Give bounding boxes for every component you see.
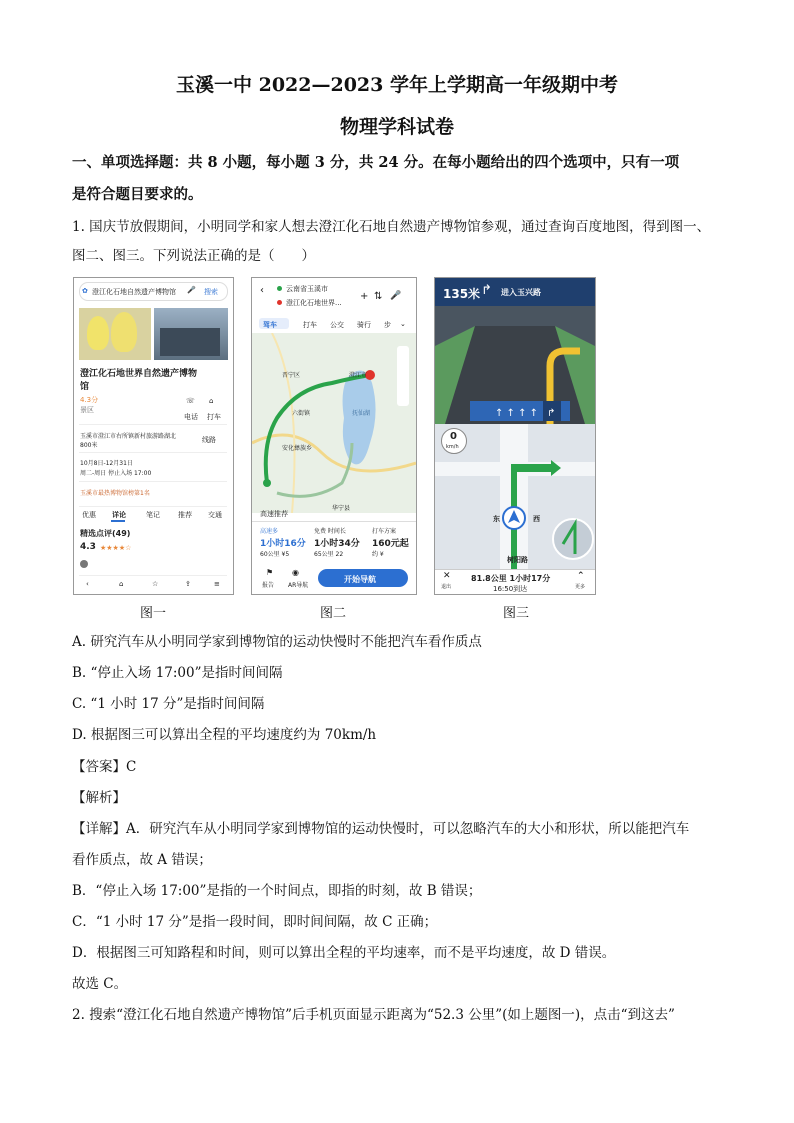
route-3-price: 160元起 <box>372 539 409 549</box>
next-road: 进入玉兴路 <box>501 288 541 297</box>
share-icon: ⇪ <box>185 580 191 588</box>
figure-1-screenshot <box>73 277 234 595</box>
mode-walk-tab: 步 <box>384 321 391 329</box>
detail-c: C．“1 小时 17 分”是指一段时间，即时间间隔，故 C 正确； <box>72 914 438 930</box>
report-icon: ⚑ <box>266 568 274 577</box>
exam-title: 玉溪一中 2022—2023 学年上学期高一年级期中考 <box>176 74 618 96</box>
route-1-dist: 60公里 ¥5 <box>260 551 290 558</box>
menu-icon: ≡ <box>214 580 220 588</box>
chevron-down-icon: ⌄ <box>400 320 406 328</box>
junction-view <box>435 306 595 424</box>
detail-b: B．“停止入场 17:00”是指的一个时间点，即指的时刻，故 B 错误； <box>72 883 482 899</box>
tab-notes: 笔记 <box>146 511 160 519</box>
answer: 【答案】C <box>72 759 137 775</box>
route-1-time: 1小时16分 <box>260 539 306 549</box>
start-nav-label: 开始导航 <box>344 575 376 584</box>
chevron-up-icon: ⌃ <box>577 571 585 581</box>
route-map <box>252 333 416 513</box>
search-input: 澄江化石地自然遗产博物馆 <box>92 288 176 296</box>
map-label-chengjiang: 澄江市 <box>349 372 368 379</box>
museum-photo <box>79 308 151 360</box>
open-dates: 10月8日-12月31日 <box>80 460 133 467</box>
compass-east: 东 <box>493 515 500 523</box>
swap-icon: ⇅ <box>374 291 383 302</box>
building-photo <box>154 308 228 360</box>
stars-icon: ★★★★☆ <box>100 544 132 552</box>
arrival-time: 16:50到达 <box>493 585 528 593</box>
route-button: 线路 <box>202 436 216 444</box>
option-b: B. “停止入场 17:00”是指时间间隔 <box>72 665 283 681</box>
q1-stem: 1. 国庆节放假期间，小明同学和家人想去澄江化石地自然遗产博物馆参观，通过查询百度地图，得到图一、 <box>72 219 711 235</box>
detail-a-cont: 看作质点，故 A 错误； <box>72 852 212 868</box>
tab-discount: 优惠 <box>82 511 96 519</box>
turn-distance: 135米 <box>443 287 481 301</box>
rating: 4.3分 <box>80 396 99 404</box>
tab-recommend: 推荐 <box>178 511 192 519</box>
map-label-anhua: 安化彝族乡 <box>282 445 313 452</box>
figure-2-screenshot <box>251 277 417 595</box>
report-button: 报告 <box>262 582 275 589</box>
address-distance: 800米 <box>80 442 98 449</box>
address-line: 玉溪市澄江市右所镇新村旅游路湖北 <box>80 433 177 440</box>
review-score: 4.3 <box>80 542 96 552</box>
reviews-count: 精选点评(49) <box>80 529 131 538</box>
svg-text:↑ ↑ ↑ ↑: ↑ ↑ ↑ ↑ <box>495 408 539 419</box>
destination-text: 澄江化石地世界... <box>286 299 342 307</box>
origin-dot <box>277 286 282 291</box>
back-arrow-icon: ‹ <box>260 285 264 296</box>
tab-traffic: 交通 <box>208 511 222 519</box>
open-hours: 周二-周日 停止入场 17:00 <box>80 470 152 477</box>
exit-button: 退出 <box>441 584 452 590</box>
remaining-trip: 81.8公里 1小时17分 <box>471 574 551 583</box>
more-button: 更多 <box>575 584 586 590</box>
map-label-lake: 抚仙湖 <box>352 410 371 417</box>
call-taxi-button: 打车 <box>207 413 221 421</box>
category: 景区 <box>80 406 94 414</box>
phone-button: 电话 <box>184 413 198 421</box>
final-choice: 故选 C。 <box>72 976 128 992</box>
option-d: D. 根据图三可以算出全程的平均速度约为 70km/h <box>72 727 377 743</box>
route-2-time: 1小时34分 <box>314 539 360 549</box>
ar-icon: ◉ <box>292 568 299 577</box>
car-icon: ⌂ <box>209 397 214 405</box>
caption-fig3: 图三 <box>503 606 530 621</box>
route-2-dist: 65公里 22 <box>314 551 344 558</box>
option-c: C. “1 小时 17 分”是指时间间隔 <box>72 696 265 712</box>
mic-icon: 🎤 <box>390 291 402 301</box>
mode-taxi-tab: 打车 <box>303 321 317 329</box>
exam-subtitle: 物理学科试卷 <box>339 116 454 138</box>
place-name: 澄江化石地世界自然遗产博物 <box>80 369 198 379</box>
section-heading-cont: 是符合题目要求的。 <box>72 186 203 203</box>
q1-stem-cont: 图二、图三。下列说法正确的是（ ） <box>72 248 315 264</box>
detail-a: 【详解】A．研究汽车从小明同学家到博物馆的运动快慢时，可以忽略汽车的大小和形状，所以能把汽车 <box>72 821 690 837</box>
map-label-jinning: 晋宁区 <box>282 372 301 379</box>
route-1-tag: 高速多 <box>260 528 279 535</box>
tab-review: 详论 <box>112 511 126 519</box>
origin-text: 云南省玉溪市 <box>286 285 328 293</box>
current-speed: 0 <box>450 431 457 442</box>
avatar <box>80 560 88 568</box>
search-button: 搜索 <box>204 288 218 296</box>
map-tools <box>397 346 409 406</box>
route-3-tag: 打车方案 <box>372 528 397 535</box>
map-label-liujie: 六街镇 <box>292 410 311 417</box>
origin-marker <box>263 479 271 487</box>
q2-stem: 2. 搜索“澄江化石地自然遗产博物馆”后手机页面显示距离为“52.3 公里”(如上题图一)，点击“到这去” <box>72 1007 675 1023</box>
option-a: A. 研究汽车从小明同学家到博物馆的运动快慢时不能把汽车看作质点 <box>72 634 482 650</box>
mic-icon: 🎤 <box>187 286 196 294</box>
turn-right-icon: ↱ <box>481 283 492 298</box>
mode-drive-label: 驾车 <box>263 321 277 329</box>
section-heading: 一、单项选择题：共 8 小题，每小题 3 分，共 24 分。在每小题给出的四个选项中，只有一项 <box>72 154 680 171</box>
route-3-note: 约 ¥ <box>372 551 384 558</box>
star-icon: ☆ <box>152 580 159 588</box>
map-label-huaning: 华宁县 <box>332 505 351 512</box>
back-icon: ‹ <box>86 580 89 588</box>
destination-dot <box>277 300 282 305</box>
place-name-cont: 馆 <box>80 382 90 392</box>
plan-label: 高速推荐 <box>260 510 288 518</box>
figure-3-screenshot <box>434 277 596 595</box>
close-icon: ✕ <box>443 571 451 581</box>
current-road: 树阳路 <box>507 556 528 564</box>
paw-icon: ✿ <box>82 287 88 295</box>
plus-icon: + <box>360 291 369 302</box>
mode-bus-tab: 公交 <box>330 321 344 329</box>
home-icon: ⌂ <box>119 580 124 588</box>
phone-icon: ☏ <box>186 397 195 405</box>
route-2-tag: 免费 时间长 <box>314 528 346 535</box>
detail-d: D．根据图三可知路程和时间，则可以算出全程的平均速率，而不是平均速度，故 D 错误。 <box>72 945 616 961</box>
analysis-heading: 【解析】 <box>72 790 126 806</box>
mode-bike-tab: 骑行 <box>357 321 371 329</box>
svg-text:↱: ↱ <box>547 408 556 419</box>
caption-fig2: 图二 <box>320 606 347 621</box>
ar-nav-button: AR导航 <box>288 582 309 589</box>
caption-fig1: 图一 <box>140 606 167 621</box>
rank-text: 玉溪市最热博物馆榜第1名 <box>80 490 150 497</box>
speed-unit: km/h <box>446 444 459 450</box>
compass-west: 西 <box>533 515 540 523</box>
